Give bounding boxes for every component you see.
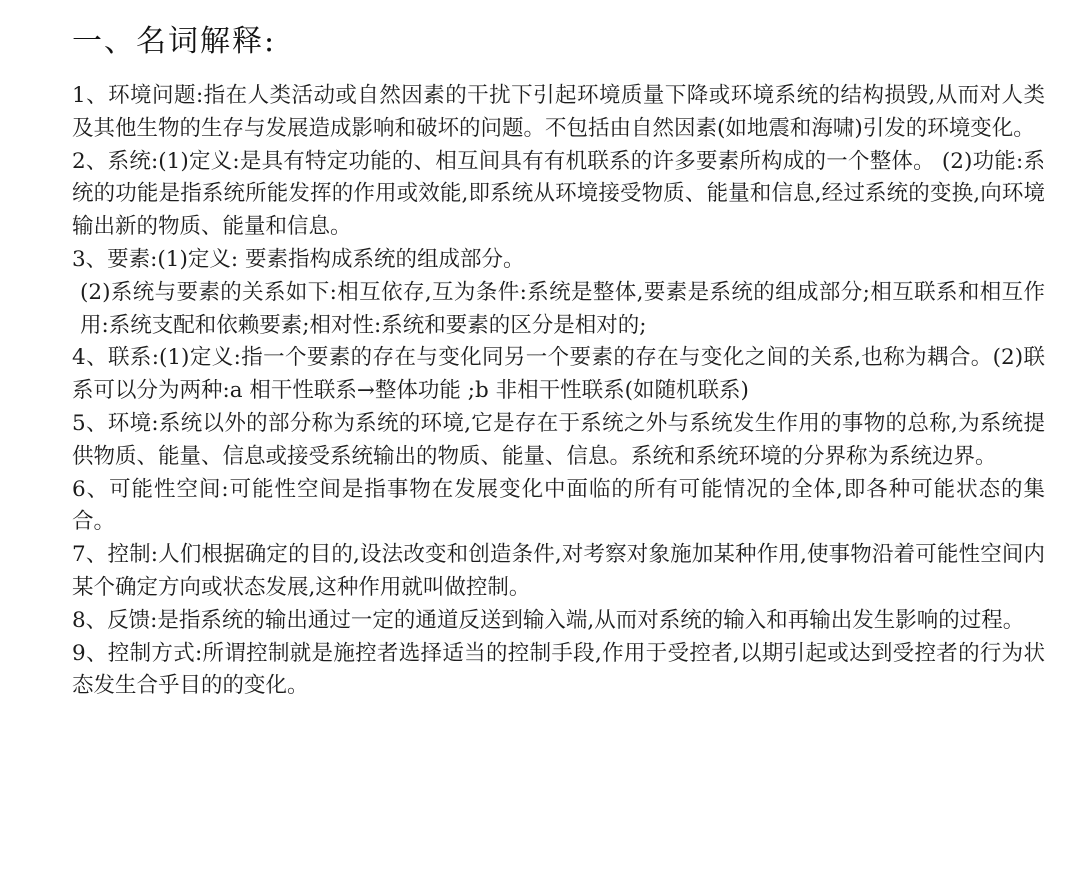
definition-control-mode: 9、控制方式:所谓控制就是施控者选择适当的控制手段,作用于受控者,以期引起或达到受控者的行为状态发生合乎目的的变化。 <box>72 640 1045 699</box>
definition-feedback: 8、反馈:是指系统的输出通过一定的通道反送到输入端,从而对系统的输入和再输出发生影响的过程。 <box>72 607 1025 633</box>
section-title: 一、名词解释: <box>72 24 277 59</box>
definition-system: 2、系统:(1)定义:是具有特定功能的、相互间具有有机联系的许多要素所构成的一个整体。 (2)功能:系统的功能是指系统所能发挥的作用或效能,即系统从环境接受物质、能量和信息,经过系统的变换,向环境输出新的物质、能量和信息。 <box>72 148 1045 240</box>
definition-element: 3、要素:(1)定义: 要素指构成系统的组成部分。 <box>72 246 525 272</box>
definition-control: 7、控制:人们根据确定的目的,设法改变和创造条件,对考察对象施加某种作用,使事物沿着可能性空间内某个确定方向或状态发展,这种作用就叫做控制。 <box>72 542 1045 600</box>
definition-environment: 5、环境:系统以外的部分称为系统的环境,它是存在于系统之外与系统发生作用的事物的总称,为系统提供物质、能量、信息或接受系统输出的物质、能量、信息。系统和系统环境的分界称为系统边界。 <box>72 410 1045 469</box>
system-element-relationship: (2)系统与要素的关系如下:相互依存,互为条件:系统是整体,要素是系统的组成部分;相互联系和相互作用:系统支配和依赖要素;相对性:系统和要素的区分是相对的; <box>80 279 1045 338</box>
definition-environment-problem: 1、环境问题:指在人类活动或自然因素的干扰下引起环境质量下降或环境系统的结构损毁,从而对人类及其他生物的生存与发展造成影响和破坏的问题。不包括由自然因素(如地震和海啸)引发的环境变化。 <box>72 83 1045 141</box>
definitions-list <box>72 80 1045 703</box>
definition-possibility-space: 6、可能性空间:可能性空间是指事物在发展变化中面临的所有可能情况的全体,即各种可能状态的集合。 <box>72 476 1045 535</box>
definition-connection: 4、联系:(1)定义:指一个要素的存在与变化同另一个要素的存在与变化之间的关系,也称为耦合。(2)联系可以分为两种:a 相干性联系→整体功能 ;b 非相干性联系(如随机联系) <box>72 345 1045 404</box>
